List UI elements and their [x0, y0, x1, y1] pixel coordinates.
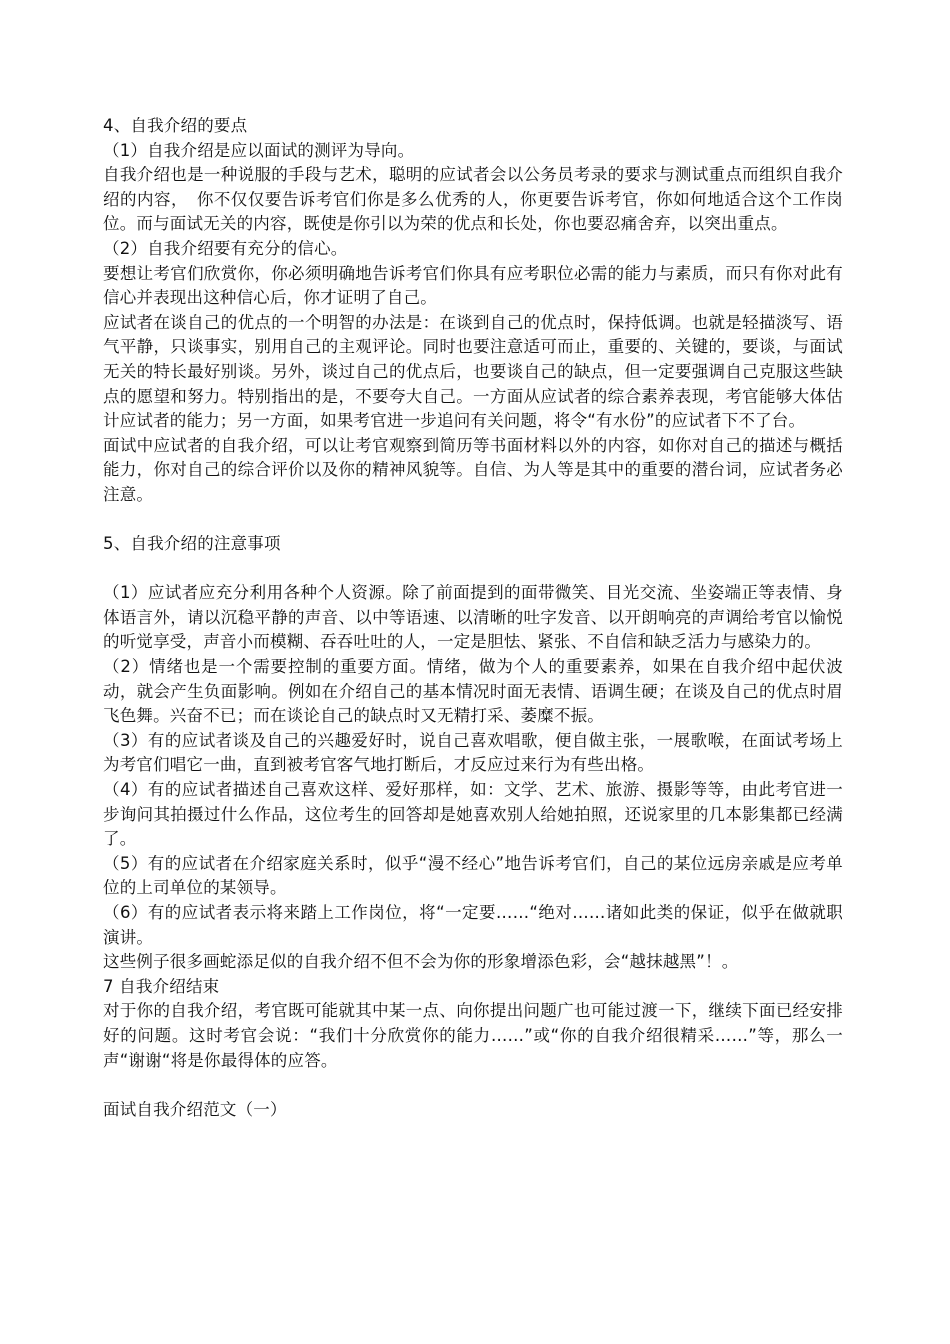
section-4-point-1: （1）自我介绍是应以面试的测评为导向。 — [103, 140, 415, 160]
section-4-point-2: （2）自我介绍要有充分的信心。 — [103, 238, 348, 258]
section-5-point-1: （1）应试者应充分利用各种个人资源。除了前面提到的面带微笑、目光交流、坐姿端正等表情、身体语言外，请以沉稳平静的声音、以中等语速、以清晰的吐字发音、以开朗响亮的声调给考官以愉悦的听觉享受，声音小而模糊、吞吞吐吐的人，一定是胆怯、紧张、不自信和缺乏活力与感染力的。 — [103, 583, 843, 652]
blank-line — [103, 557, 843, 582]
section-4-title: 4、自我介绍的要点 — [103, 116, 248, 135]
section-4-paragraph: 面试中应试者的自我介绍，可以让考官观察到简历等书面材料以外的内容，如你对自己的描述与概括能力，你对自己的综合评价以及你的精神风貌等。自信、为人等是其中的重要的潜台词，应试者务必注意。 — [103, 435, 843, 504]
sample-title: 面试自我介绍范文（一） — [103, 1099, 287, 1119]
section-5-point-2: （2）情绪也是一个需要控制的重要方面。情绪，做为个人的重要素养，如果在自我介绍中起伏波动，就会产生负面影响。例如在介绍自己的基本情况时面无表情、语调生硬；在谈及自己的优点时眉飞色舞。兴奋不已；而在谈论自己的缺点时又无精打采、萎糜不振。 — [103, 657, 843, 726]
section-4-paragraph: 自我介绍也是一种说服的手段与艺术，聪明的应试者会以公务员考录的要求与测试重点而组织自我介绍的内容， 你不仅仅要告诉考官们你是多么优秀的人，你更要告诉考官，你如何地适合这个工作岗位。而与面试无关的内容，既使是你引以为荣的优点和长处，你也要忍痛舍弃，以突出重点。 — [103, 165, 843, 234]
section-5-point-5: （5）有的应试者在介绍家庭关系时，似乎“漫不经心”地告诉考官们，自己的某位远房亲戚是应考单位的上司单位的某领导。 — [103, 853, 843, 898]
blank-line — [103, 1073, 843, 1098]
document-page — [103, 114, 843, 1122]
blank-line — [103, 508, 843, 533]
section-5-point-6: （6）有的应试者表示将来踏上工作岗位，将“一定要……“绝对……诸如此类的保证，似乎在做就职演讲。 — [103, 903, 843, 947]
section-5-point-3: （3）有的应试者谈及自己的兴趣爱好时，说自己喜欢唱歌，便自做主张，一展歌喉，在面试考场上为考官们唱它一曲，直到被考官客气地打断后，才反应过来行为有些出格。 — [103, 730, 843, 775]
section-5-title: 5、自我介绍的注意事项 — [103, 534, 281, 554]
section-4-paragraph: 应试者在谈自己的优点的一个明智的办法是：在谈到自己的优点时，保持低调。也就是轻描淡写、语气平静，只谈事实，别用自己的主观评论。同时也要注意适可而止，重要的、关键的，要谈，与面试无关的特长最好别谈。另外，谈过自己的优点后，也要谈自己的缺点，但一定要强调自己克服这些缺点的愿望和努力。特别指出的是，不要夸大自己。一方面从应试者的综合素养表现，考官能够大体估计应试者的能力；另一方面，如果考官进一步追问有关问题，将令“有水份”的应试者下不了台。 — [103, 312, 843, 431]
section-5-point-4: （4）有的应试者描述自己喜欢这样、爱好那样，如：文学、艺术、旅游、摄影等等，由此考官进一步询问其拍摄过什么作品，这位考生的回答却是她喜欢别人给她拍照，还说家里的几本影集都已经满了。 — [103, 780, 843, 849]
section-4-paragraph: 要想让考官们欣赏你，你必须明确地告诉考官们你具有应考职位必需的能力与素质，而只有你对此有信心并表现出这种信心后，你才证明了自己。 — [103, 263, 843, 308]
section-7-title: 7 自我介绍结束 — [103, 976, 220, 996]
section-5-summary: 这些例子很多画蛇添足似的自我介绍不但不会为你的形象增添色彩，会“越抹越黑”！。 — [103, 952, 739, 972]
section-7-paragraph: 对于你的自我介绍，考官既可能就其中某一点、向你提出问题广也可能过渡一下，继续下面已经安排好的问题。这时考官会说：“我们十分欣赏你的能力……”或“你的自我介绍很精采……”等，那么一声“谢谢“将是你最得体的应答。 — [103, 1001, 843, 1070]
